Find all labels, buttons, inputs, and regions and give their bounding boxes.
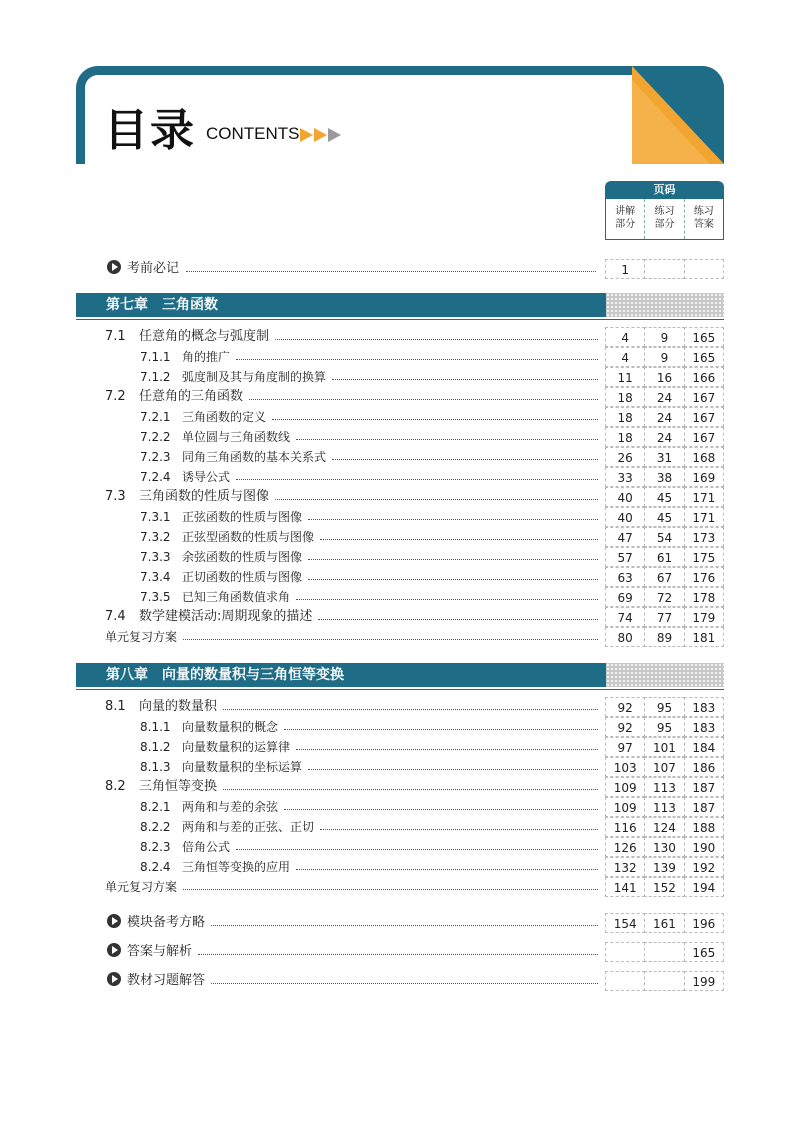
page-lecture: 4 (605, 347, 645, 367)
entry-label: 已知三角函数值求角 (182, 590, 291, 604)
play-bullet-icon (107, 260, 121, 274)
toc-entry[interactable] (0, 942, 800, 962)
page-answers: 179 (684, 607, 724, 627)
entry-label: 单元复习方案 (105, 630, 178, 644)
entry-label: 三角恒等变换的应用 (182, 860, 291, 874)
toc-entry[interactable] (0, 407, 800, 427)
entry-label: 数学建模活动:周期现象的描述 (139, 609, 313, 624)
toc-entry[interactable] (0, 387, 800, 407)
entry-label: 两角和与差的正弦、正切 (182, 820, 315, 834)
page-answers (684, 259, 724, 279)
page-lecture: 92 (605, 717, 645, 737)
entry-label: 三角函数的定义 (182, 410, 267, 424)
toc-entry[interactable] (0, 567, 800, 587)
page-lecture: 1 (605, 259, 645, 279)
entry-number: 8.2.4 (140, 860, 171, 874)
toc-entry[interactable] (0, 587, 800, 607)
entry-label: 诱导公式 (182, 470, 231, 484)
page-practice: 9 (644, 347, 684, 367)
page-answers: 176 (684, 567, 724, 587)
entry-number: 8.1.1 (140, 720, 171, 734)
entry-label: 向量数量积的概念 (182, 720, 279, 734)
entry-number: 7.3.2 (140, 530, 171, 544)
page-practice: 161 (644, 913, 684, 933)
page-answers: 173 (684, 527, 724, 547)
toc-entry[interactable] (0, 327, 800, 347)
page-answers: 183 (684, 717, 724, 737)
page-lecture: 18 (605, 407, 645, 427)
entry-label: 单元复习方案 (105, 880, 178, 894)
page-lecture: 47 (605, 527, 645, 547)
entry-label: 弧度制及其与角度制的换算 (182, 370, 327, 384)
page-lecture: 74 (605, 607, 645, 627)
page-lecture: 57 (605, 547, 645, 567)
page-lecture: 109 (605, 797, 645, 817)
chapter-8-title: 第八章 向量的数量积与三角恒等变换 (76, 663, 606, 687)
page-column-title: 页码 (605, 181, 724, 199)
page-subtitle: CONTENTS (206, 124, 300, 143)
toc-entry[interactable] (0, 347, 800, 367)
page-practice: 45 (644, 487, 684, 507)
entry-label: 正弦函数的性质与图像 (182, 510, 303, 524)
page-practice: 9 (644, 327, 684, 347)
page-practice: 24 (644, 427, 684, 447)
toc-entry[interactable] (0, 627, 800, 647)
page-lecture (605, 971, 645, 991)
page-answers: 181 (684, 627, 724, 647)
entry-number: 8.1.3 (140, 760, 171, 774)
entry-label: 单位圆与三角函数线 (182, 430, 291, 444)
page-lecture: 126 (605, 837, 645, 857)
page-lecture: 18 (605, 387, 645, 407)
entry-label: 正弦型函数的性质与图像 (182, 530, 315, 544)
toc-entry[interactable] (0, 367, 800, 387)
page-answers: 187 (684, 777, 724, 797)
entry-number: 7.3.1 (140, 510, 171, 524)
entry-number: 7.2 (105, 389, 126, 404)
page-lecture: 141 (605, 877, 645, 897)
col-answers: 练习 答案 (693, 206, 714, 230)
play-bullet-icon (107, 943, 121, 957)
page-practice: 95 (644, 717, 684, 737)
entry-number: 8.2.1 (140, 800, 171, 814)
entry-label: 任意角的概念与弧度制 (139, 329, 270, 344)
entry-number: 7.1 (105, 329, 126, 344)
page-lecture: 109 (605, 777, 645, 797)
page-lecture: 97 (605, 737, 645, 757)
toc-entry[interactable] (0, 777, 800, 797)
page-answers: 165 (684, 327, 724, 347)
toc-entry[interactable] (0, 737, 800, 757)
page-answers: 167 (684, 387, 724, 407)
chapter-7-title: 第七章 三角函数 (76, 293, 606, 317)
page-lecture: 40 (605, 487, 645, 507)
entry-label: 三角恒等变换 (139, 779, 218, 794)
page-answers: 171 (684, 487, 724, 507)
entry-label: 正切函数的性质与图像 (182, 570, 303, 584)
page-answers: 192 (684, 857, 724, 877)
page-lecture: 69 (605, 587, 645, 607)
page-practice: 89 (644, 627, 684, 647)
page-lecture: 92 (605, 697, 645, 717)
entry-number: 7.3.5 (140, 590, 171, 604)
page-practice: 67 (644, 567, 684, 587)
page-lecture: 11 (605, 367, 645, 387)
page-answers: 183 (684, 697, 724, 717)
page-lecture: 103 (605, 757, 645, 777)
page-lecture: 63 (605, 567, 645, 587)
page-lecture: 33 (605, 467, 645, 487)
page-practice: 124 (644, 817, 684, 837)
entry-label: 向量数量积的运算律 (182, 740, 291, 754)
entry-number: 8.2 (105, 779, 126, 794)
toc-entry-intro[interactable] (0, 259, 800, 279)
page-answers: 186 (684, 757, 724, 777)
toc-entry[interactable] (0, 427, 800, 447)
page-answers: 184 (684, 737, 724, 757)
chapter-7-bar[interactable] (76, 293, 724, 317)
page-answers: 190 (684, 837, 724, 857)
toc-entry[interactable] (0, 757, 800, 777)
play-bullet-icon (107, 972, 121, 986)
page-practice (644, 942, 684, 962)
entry-number: 7.1.2 (140, 370, 171, 384)
toc-entry[interactable] (0, 877, 800, 897)
page-practice: 24 (644, 387, 684, 407)
page-lecture: 154 (605, 913, 645, 933)
entry-label: 余弦函数的性质与图像 (182, 550, 303, 564)
page-title: 目录 (104, 105, 196, 156)
page-answers: 188 (684, 817, 724, 837)
toc-entry[interactable] (0, 487, 800, 507)
entry-number: 7.4 (105, 609, 126, 624)
page-answers: 168 (684, 447, 724, 467)
page-answers: 167 (684, 427, 724, 447)
toc-entry[interactable] (0, 527, 800, 547)
toc-entry[interactable] (0, 717, 800, 737)
page-practice: 45 (644, 507, 684, 527)
page-lecture: 116 (605, 817, 645, 837)
page-practice: 61 (644, 547, 684, 567)
entry-number: 7.3.3 (140, 550, 171, 564)
page-answers: 166 (684, 367, 724, 387)
entry-number: 7.3.4 (140, 570, 171, 584)
col-practice: 练习 部分 (645, 199, 684, 239)
page-lecture: 26 (605, 447, 645, 467)
entry-label: 向量数量积的坐标运算 (182, 760, 303, 774)
page-lecture (605, 942, 645, 962)
page-lecture: 18 (605, 427, 645, 447)
entry-label: 答案与解析 (127, 944, 193, 959)
page-practice: 24 (644, 407, 684, 427)
page-answers: 175 (684, 547, 724, 567)
entry-number: 8.1 (105, 699, 126, 714)
entry-label: 角的推广 (182, 350, 231, 364)
page-lecture: 4 (605, 327, 645, 347)
page-answers: 199 (684, 971, 724, 991)
page-practice: 77 (644, 607, 684, 627)
corner-decoration (632, 66, 724, 164)
toc-entry[interactable] (0, 447, 800, 467)
page-practice: 101 (644, 737, 684, 757)
page-answers: 167 (684, 407, 724, 427)
toc-entry[interactable] (0, 837, 800, 857)
entry-number: 7.3 (105, 489, 126, 504)
toc-entry[interactable] (0, 467, 800, 487)
entry-number: 7.2.4 (140, 470, 171, 484)
page-practice: 95 (644, 697, 684, 717)
entry-label: 倍角公式 (182, 840, 231, 854)
toc-entry[interactable] (0, 547, 800, 567)
toc-entry[interactable] (0, 857, 800, 877)
page-practice: 31 (644, 447, 684, 467)
page-practice: 139 (644, 857, 684, 877)
page-answers: 194 (684, 877, 724, 897)
entry-number: 8.2.2 (140, 820, 171, 834)
entry-label: 任意角的三角函数 (139, 389, 244, 404)
page-lecture: 40 (605, 507, 645, 527)
toc-entry[interactable] (0, 971, 800, 991)
page-practice (644, 971, 684, 991)
play-bullet-icon (107, 914, 121, 928)
page-practice: 113 (644, 797, 684, 817)
arrows-icon (300, 128, 341, 142)
page-answers: 187 (684, 797, 724, 817)
toc-entry[interactable] (0, 797, 800, 817)
entry-number: 8.1.2 (140, 740, 171, 754)
page-practice: 130 (644, 837, 684, 857)
page-answers: 165 (684, 347, 724, 367)
page-practice: 16 (644, 367, 684, 387)
page-practice: 54 (644, 527, 684, 547)
page-answers: 169 (684, 467, 724, 487)
toc-entry[interactable] (0, 817, 800, 837)
entry-label: 两角和与差的余弦 (182, 800, 279, 814)
entry-number: 8.2.3 (140, 840, 171, 854)
toc-entry[interactable] (0, 913, 800, 933)
entry-number: 7.1.1 (140, 350, 171, 364)
page-column-header (605, 181, 724, 240)
page-answers: 165 (684, 942, 724, 962)
page-practice: 72 (644, 587, 684, 607)
page-answers: 178 (684, 587, 724, 607)
entry-label: 教材习题解答 (127, 973, 206, 988)
page-answers: 196 (684, 913, 724, 933)
page-lecture: 132 (605, 857, 645, 877)
entry-label: 同角三角函数的基本关系式 (182, 450, 327, 464)
page-practice (644, 259, 684, 279)
page-practice: 107 (644, 757, 684, 777)
toc-entry[interactable] (0, 607, 800, 627)
toc-entry[interactable] (0, 507, 800, 527)
entry-number: 7.2.3 (140, 450, 171, 464)
entry-label: 三角函数的性质与图像 (139, 489, 270, 504)
entry-label: 模块备考方略 (127, 915, 206, 930)
page-answers: 171 (684, 507, 724, 527)
page-practice: 152 (644, 877, 684, 897)
chapter-8-bar[interactable] (76, 663, 724, 687)
page-lecture: 80 (605, 627, 645, 647)
toc-entry[interactable] (0, 697, 800, 717)
page-practice: 38 (644, 467, 684, 487)
entry-number: 7.2.2 (140, 430, 171, 444)
entry-label: 考前必记 (127, 261, 180, 276)
entry-number: 7.2.1 (140, 410, 171, 424)
entry-label: 向量的数量积 (139, 699, 218, 714)
page-practice: 113 (644, 777, 684, 797)
col-lecture: 讲解 部分 (606, 199, 645, 239)
